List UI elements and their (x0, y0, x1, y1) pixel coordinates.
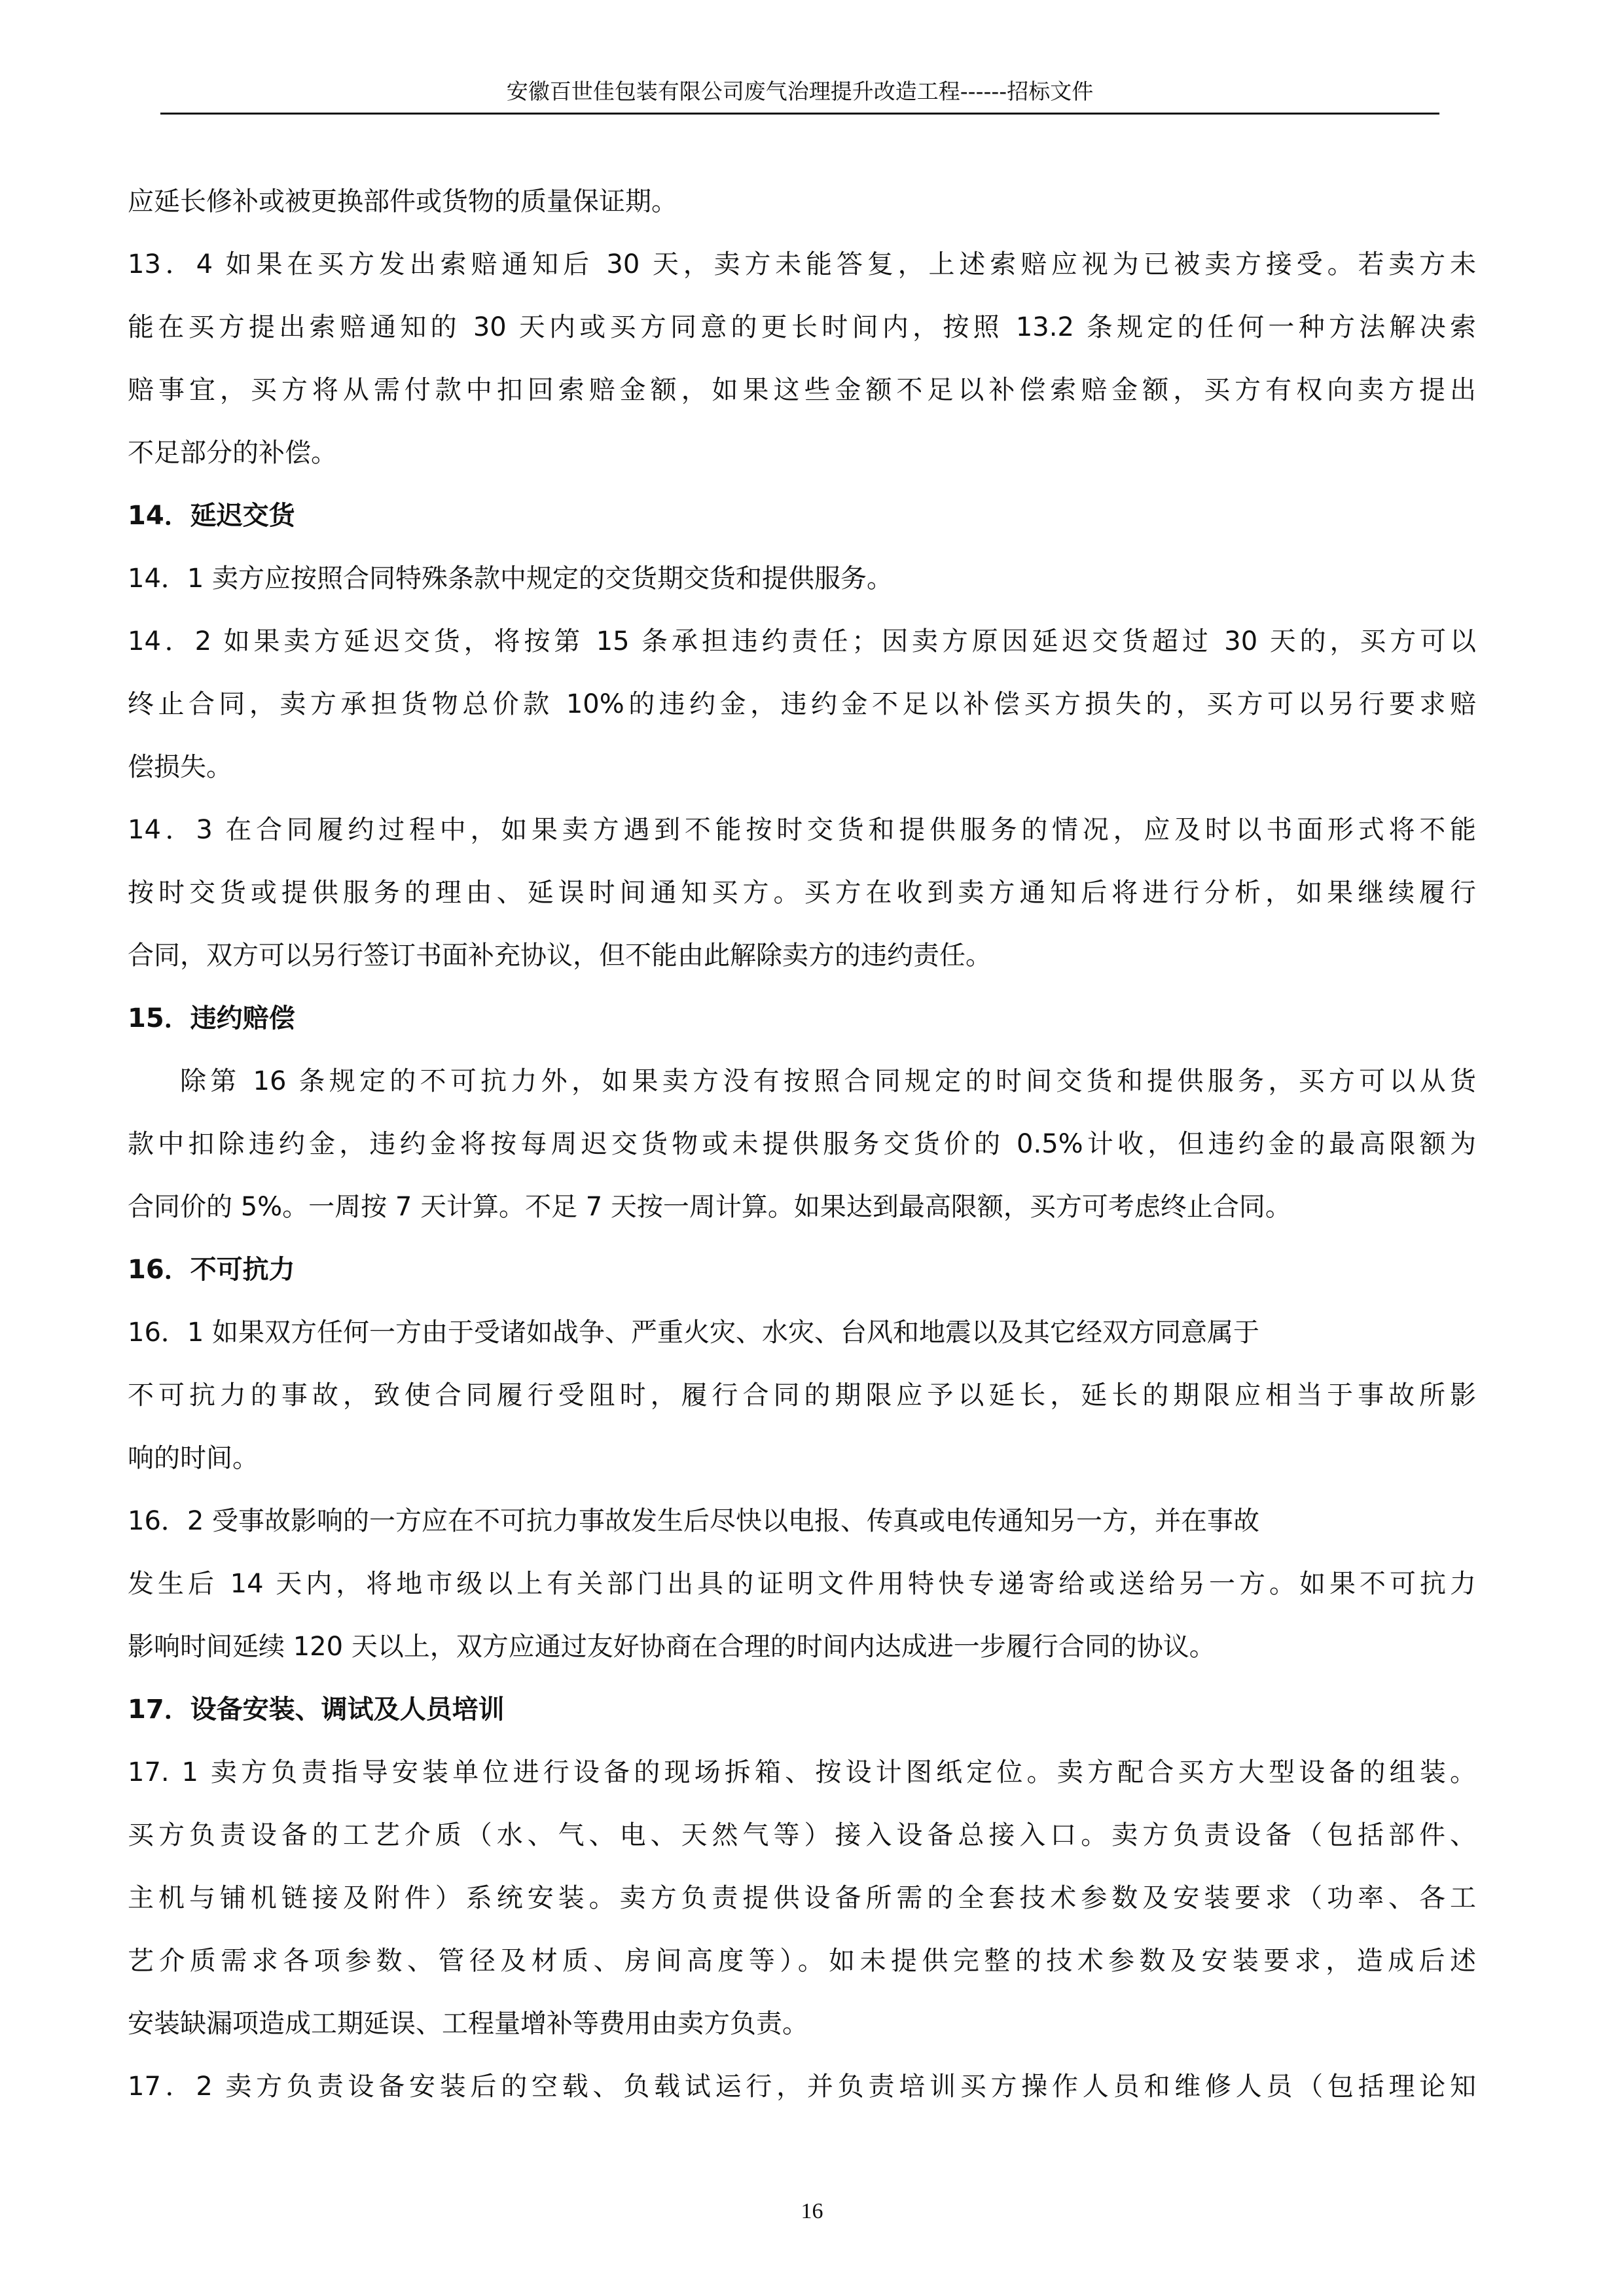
body-line: 终止合同，卖方承担货物总价款 10%的违约金，违约金不足以补偿买方损失的，买方可以另行要求赔 (128, 689, 1476, 719)
clause-17-1: 17. 1 卖方负责指导安装单位进行设备的现场拆箱、按设计图纸定位。卖方配合买方大型设备的组装。 (128, 1757, 1476, 1787)
section-heading-17: 17．设备安装、调试及人员培训 (128, 1695, 505, 1725)
clause-15-paragraph: 除第 16 条规定的不可抗力外，如果卖方没有按照合同规定的时间交货和提供服务，买方可以从货 (180, 1066, 1476, 1096)
clause-14-3: 14．3 在合同履约过程中，如果卖方遇到不能按时交货和提供服务的情况，应及时以书面形式将不能 (128, 815, 1476, 845)
body-line: 响的时间。 (128, 1443, 259, 1473)
page-header (160, 71, 1439, 113)
clause-14-1: 14．1 卖方应按照合同特殊条款中规定的交货期交货和提供服务。 (128, 564, 893, 594)
section-heading-16: 16．不可抗力 (128, 1255, 295, 1285)
body-line: 款中扣除违约金，违约金将按每周迟交货物或未提供服务交货价的 0.5%计收，但违约金的最高限额为 (128, 1129, 1476, 1159)
section-heading-15: 15．违约赔偿 (128, 1003, 295, 1033)
body-line: 主机与铺机链接及附件）系统安装。卖方负责提供设备所需的全套技术参数及安装要求（功率、各工 (128, 1883, 1476, 1913)
clause-17-2: 17．2 卖方负责设备安装后的空载、负载试运行，并负责培训买方操作人员和维修人员（包括理论知 (128, 2072, 1476, 2102)
body-line: 赔事宜，买方将从需付款中扣回索赔金额，如果这些金额不足以补偿索赔金额，买方有权向卖方提出 (128, 375, 1476, 405)
clause-14-2: 14．2 如果卖方延迟交货，将按第 15 条承担违约责任；因卖方原因延迟交货超过 30 天的，买方可以 (128, 626, 1476, 656)
body-line: 不可抗力的事故，致使合同履行受阻时，履行合同的期限应予以延长，延长的期限应相当于事故所影 (128, 1380, 1476, 1410)
body-line: 偿损失。 (128, 752, 232, 782)
header-title: 安徽百世佳包装有限公司废气治理提升改造工程------招标文件 (506, 79, 1094, 104)
body-line: 买方负责设备的工艺介质（水、气、电、天然气等）接入设备总接入口。卖方负责设备（包括部件、 (128, 1820, 1476, 1850)
body-line: 合同，双方可以另行签订书面补充协议，但不能由此解除卖方的违约责任。 (128, 941, 992, 971)
clause-16-1: 16．1 如果双方任何一方由于受诸如战争、严重火灾、水灾、台风和地震以及其它经双方同意属于 (128, 1318, 1260, 1348)
section-heading-14: 14．延迟交货 (128, 501, 295, 531)
body-line: 不足部分的补偿。 (128, 438, 337, 468)
body-line: 按时交货或提供服务的理由、延误时间通知买方。买方在收到卖方通知后将进行分析，如果继续履行 (128, 878, 1476, 908)
body-line: 发生后 14 天内，将地市级以上有关部门出具的证明文件用特快专递寄给或送给另一方。如果不可抗力 (128, 1569, 1476, 1599)
body-line: 艺介质需求各项参数、管径及材质、房间高度等）。如未提供完整的技术参数及安装要求，造成后述 (128, 1946, 1476, 1976)
document-body (128, 170, 1476, 2118)
body-line: 影响时间延续 120 天以上，双方应通过友好协商在合理的时间内达成进一步履行合同的协议。 (128, 1632, 1216, 1662)
body-line: 应延长修补或被更换部件或货物的质量保证期。 (128, 187, 677, 217)
page-number: 16 (801, 2199, 823, 2223)
body-line: 安装缺漏项造成工期延误、工程量增补等费用由卖方负责。 (128, 2009, 808, 2039)
body-line: 能在买方提出索赔通知的 30 天内或买方同意的更长时间内，按照 13.2 条规定的任何一种方法解决索 (128, 312, 1476, 342)
body-line: 合同价的 5%。一周按 7 天计算。不足 7 天按一周计算。如果达到最高限额，买方可考虑终止合同。 (128, 1192, 1291, 1222)
header-rule (160, 113, 1439, 115)
clause-16-2: 16．2 受事故影响的一方应在不可抗力事故发生后尽快以电报、传真或电传通知另一方，并在事故 (128, 1506, 1260, 1536)
clause-13-4: 13．4 如果在买方发出索赔通知后 30 天，卖方未能答复，上述索赔应视为已被卖方接受。若卖方未 (128, 249, 1476, 279)
